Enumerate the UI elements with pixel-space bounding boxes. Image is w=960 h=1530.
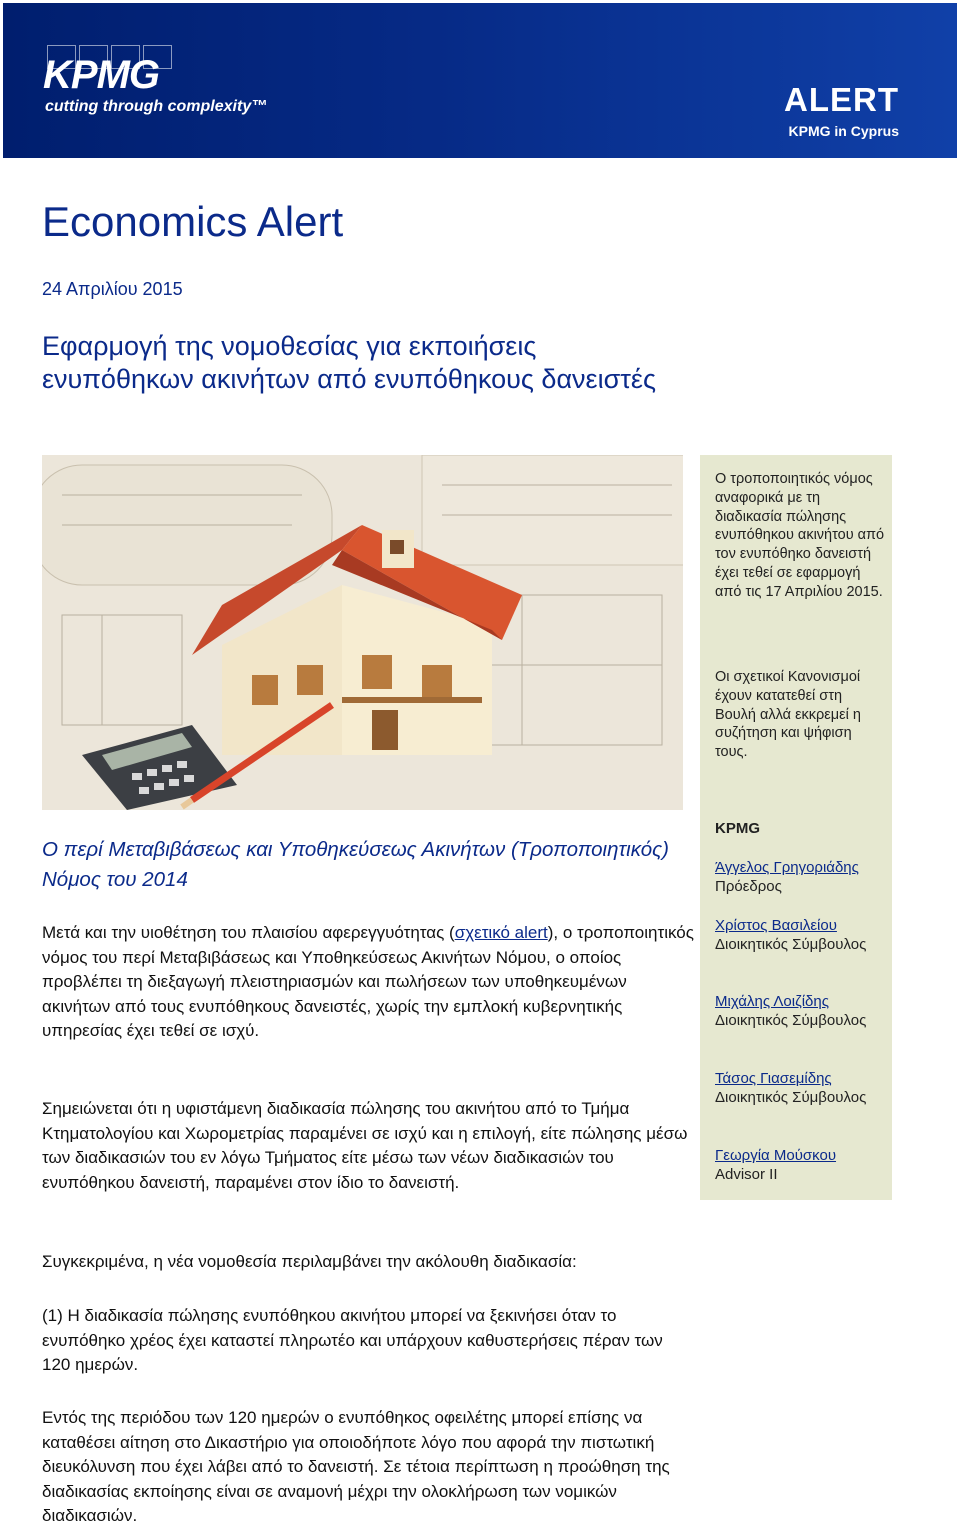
contact-card xyxy=(715,1069,890,1107)
contact-card xyxy=(715,1146,890,1184)
body-paragraph-3: Συγκεκριμένα, η νέα νομοθεσία περιλαμβάνει την ακόλουθη διαδικασία: xyxy=(42,1252,577,1271)
document-date: 24 Απριλίου 2015 xyxy=(42,279,183,299)
house-on-blueprint-image xyxy=(42,455,683,810)
contact-card xyxy=(715,916,890,954)
contact-role: Διοικητικός Σύμβουλος xyxy=(715,1012,867,1029)
sidebar-summary-1: Ο τροποποιητικός νόμος αναφορικά με τη διαδικασία πώλησης ενυπόθηκου ακινήτου από τον ενυπόθηκο δανειστή έχει τεθεί σε εφαρμογή από τις 17 Απριλίου 2015. xyxy=(715,471,885,600)
contact-role: Πρόεδρος xyxy=(715,878,782,895)
contact-name-link[interactable]: Μιχάλης Λοιζίδης xyxy=(715,993,829,1010)
sidebar-panel xyxy=(700,455,892,1200)
alert-badge: ALERT xyxy=(784,81,899,118)
house-illustration xyxy=(42,455,683,810)
paragraph-text: Μετά και την υιοθέτηση του πλαισίου αφερεγγυότητας ( xyxy=(42,923,455,942)
document-title: Economics Alert xyxy=(42,198,344,245)
contact-name-link[interactable]: Γεωργία Μούσκου xyxy=(715,1147,837,1164)
logo-tagline: cutting through complexity™ xyxy=(45,98,268,115)
alert-badge-subtitle: KPMG in Cyprus xyxy=(788,123,899,139)
body-paragraph-4: (1) Η διαδικασία πώλησης ενυπόθηκου ακινήτου μπορεί να ξεκινήσει όταν το ενυπόθηκο χρέος έχει καταστεί πληρωτέο και υπάρχουν καθυστερήσεις πέραν των 120 ημερών. xyxy=(42,1306,663,1374)
contact-card xyxy=(715,992,890,1030)
body-paragraph-2: Σημειώνεται ότι η υφιστάμενη διαδικασία πώλησης του ακινήτου από το Τμήμα Κτηματολογίου και Χωρομετρίας παραμένει σε ισχύ και η επιλογή, είτε πώλησης μέσω των διαδικασιών του εν λόγω Τμήματος είτε μέσω των νέων διαδικασιών του ενυπόθηκου δανειστή, παραμένει στον ίδιο το δανειστή. xyxy=(42,1099,688,1192)
contact-card xyxy=(715,858,890,896)
paragraph-text: ), ο τροποποιητικός νόμος του περί Μεταβιβάσεως και Υποθηκεύσεως Ακινήτων Νόμου, ο οποίος προβλέπει τη διεξαγωγή πλειστηριασμών και πωλήσεων των υποθηκευμένων ακινήτων από τους ενυπόθηκους δανειστές, χωρίς την εμπλοκή κυβερνητικής υπηρεσίας έχει τεθεί σε ισχύ. xyxy=(42,923,694,1040)
contact-role: Διοικητικός Σύμβουλος xyxy=(715,936,867,953)
contact-name-link[interactable]: Χρίστος Βασιλείου xyxy=(715,917,837,934)
article-headline: Εφαρμογή της νομοθεσίας για εκποιήσεις ενυπόθηκων ακινήτων από ενυπόθηκους δανειστές xyxy=(42,331,656,394)
contacts-heading: KPMG xyxy=(715,820,760,837)
law-subheading: Ο περί Μεταβιβάσεως και Υποθηκεύσεως Ακινήτων (Τροποποιητικός) Νόμος του 2014 xyxy=(42,838,669,891)
contact-name-link[interactable]: Τάσος Γιασεμίδης xyxy=(715,1070,832,1087)
kpmg-logo: KPMG xyxy=(43,53,159,97)
contact-role: Advisor II xyxy=(715,1166,778,1183)
body-paragraph-1 xyxy=(42,921,697,1044)
header-banner xyxy=(3,3,957,158)
related-alert-link[interactable]: σχετικό alert xyxy=(454,923,548,942)
contact-name-link[interactable]: Άγγελος Γρηγοριάδης xyxy=(715,859,859,876)
body-paragraph-5: Εντός της περιόδου των 120 ημερών ο ενυπόθηκος οφειλέτης μπορεί επίσης να καταθέσει αίτηση στο Δικαστήριο για οποιοδήποτε λόγο που αφορά την πιστωτική διευκόλυνση που έχει λάβει από το δανειστή. Σε τέτοια περίπτωση η προώθηση της διαδικασίας εκποίησης είναι σε αναμονή μέχρι την ολοκλήρωση των νομικών διαδικασιών. xyxy=(42,1408,670,1525)
sidebar-summary-2: Οι σχετικοί Κανονισμοί έχουν κατατεθεί στη Βουλή αλλά εκκρεμεί η συζήτηση και ψήφιση τους. xyxy=(715,669,861,761)
contact-role: Διοικητικός Σύμβουλος xyxy=(715,1089,867,1106)
